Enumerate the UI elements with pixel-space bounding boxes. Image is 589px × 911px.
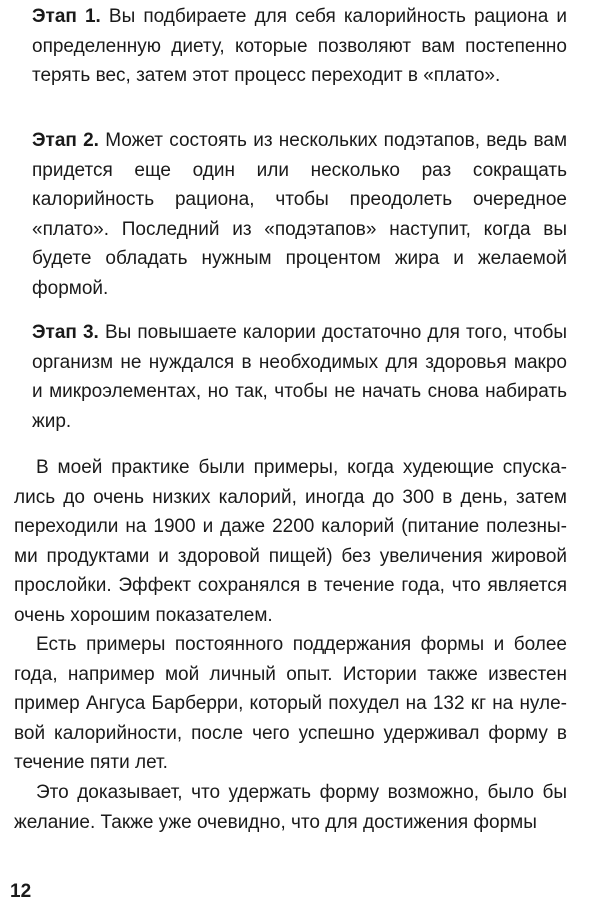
body-paragraph-practice: В моей практике были примеры, когда худеющие спускались до очень низких калорий, иногда до 300 в день, затем переходили на 1900 и даже 2200 калорий (питание полезными продуктами и здоровой пищей) без увеличения жировой прослойки. Эффект сохранялся в течение года, что является очень хорошим показателем. bbox=[14, 457, 567, 626]
stage-3-block bbox=[32, 318, 567, 436]
body-paragraph-conclusion: Это доказывает, что удержать форму возможно, было бы желание. Также уже очевидно, что для достижения формы bbox=[14, 782, 567, 833]
page-number: 12 bbox=[10, 881, 32, 902]
stage-3-text: Вы повышаете калории достаточно для того, чтобы организм не нуждался в необходимых для здоровья макро и микроэлементах, но так, чтобы не начать снова набирать жир. bbox=[32, 322, 568, 432]
stage-1-text: Вы подбираете для себя калорийность рациона и определенную диету, которые позволяют вам постепенно терять вес, затем этот процесс переходит в «плато». bbox=[32, 6, 567, 86]
stage-2-text: Может состоять из нескольких подэтапов, ведь вам придется еще один или несколько раз сокращать калорийность рациона, чтобы преодолеть очередное «плато». Последний из «подэтапов» наступит, когда вы будете обладать нужным процентом жира и желаемой формой. bbox=[32, 130, 568, 299]
stage-1-label: Этап 1. bbox=[32, 6, 101, 27]
body-paragraph-examples: Есть примеры постоянного поддержания формы и более года, например мой личный опыт. Истории также известен пример Ангуса Барберри, который похудел на 132 кг на нулевой калорийности, после чего успешно удерживал форму в течение пяти лет. bbox=[14, 634, 567, 773]
stage-2-block bbox=[32, 126, 567, 303]
stage-1-block bbox=[32, 2, 567, 91]
stage-2-label: Этап 2. bbox=[32, 130, 99, 151]
stage-3-label: Этап 3. bbox=[32, 322, 99, 343]
